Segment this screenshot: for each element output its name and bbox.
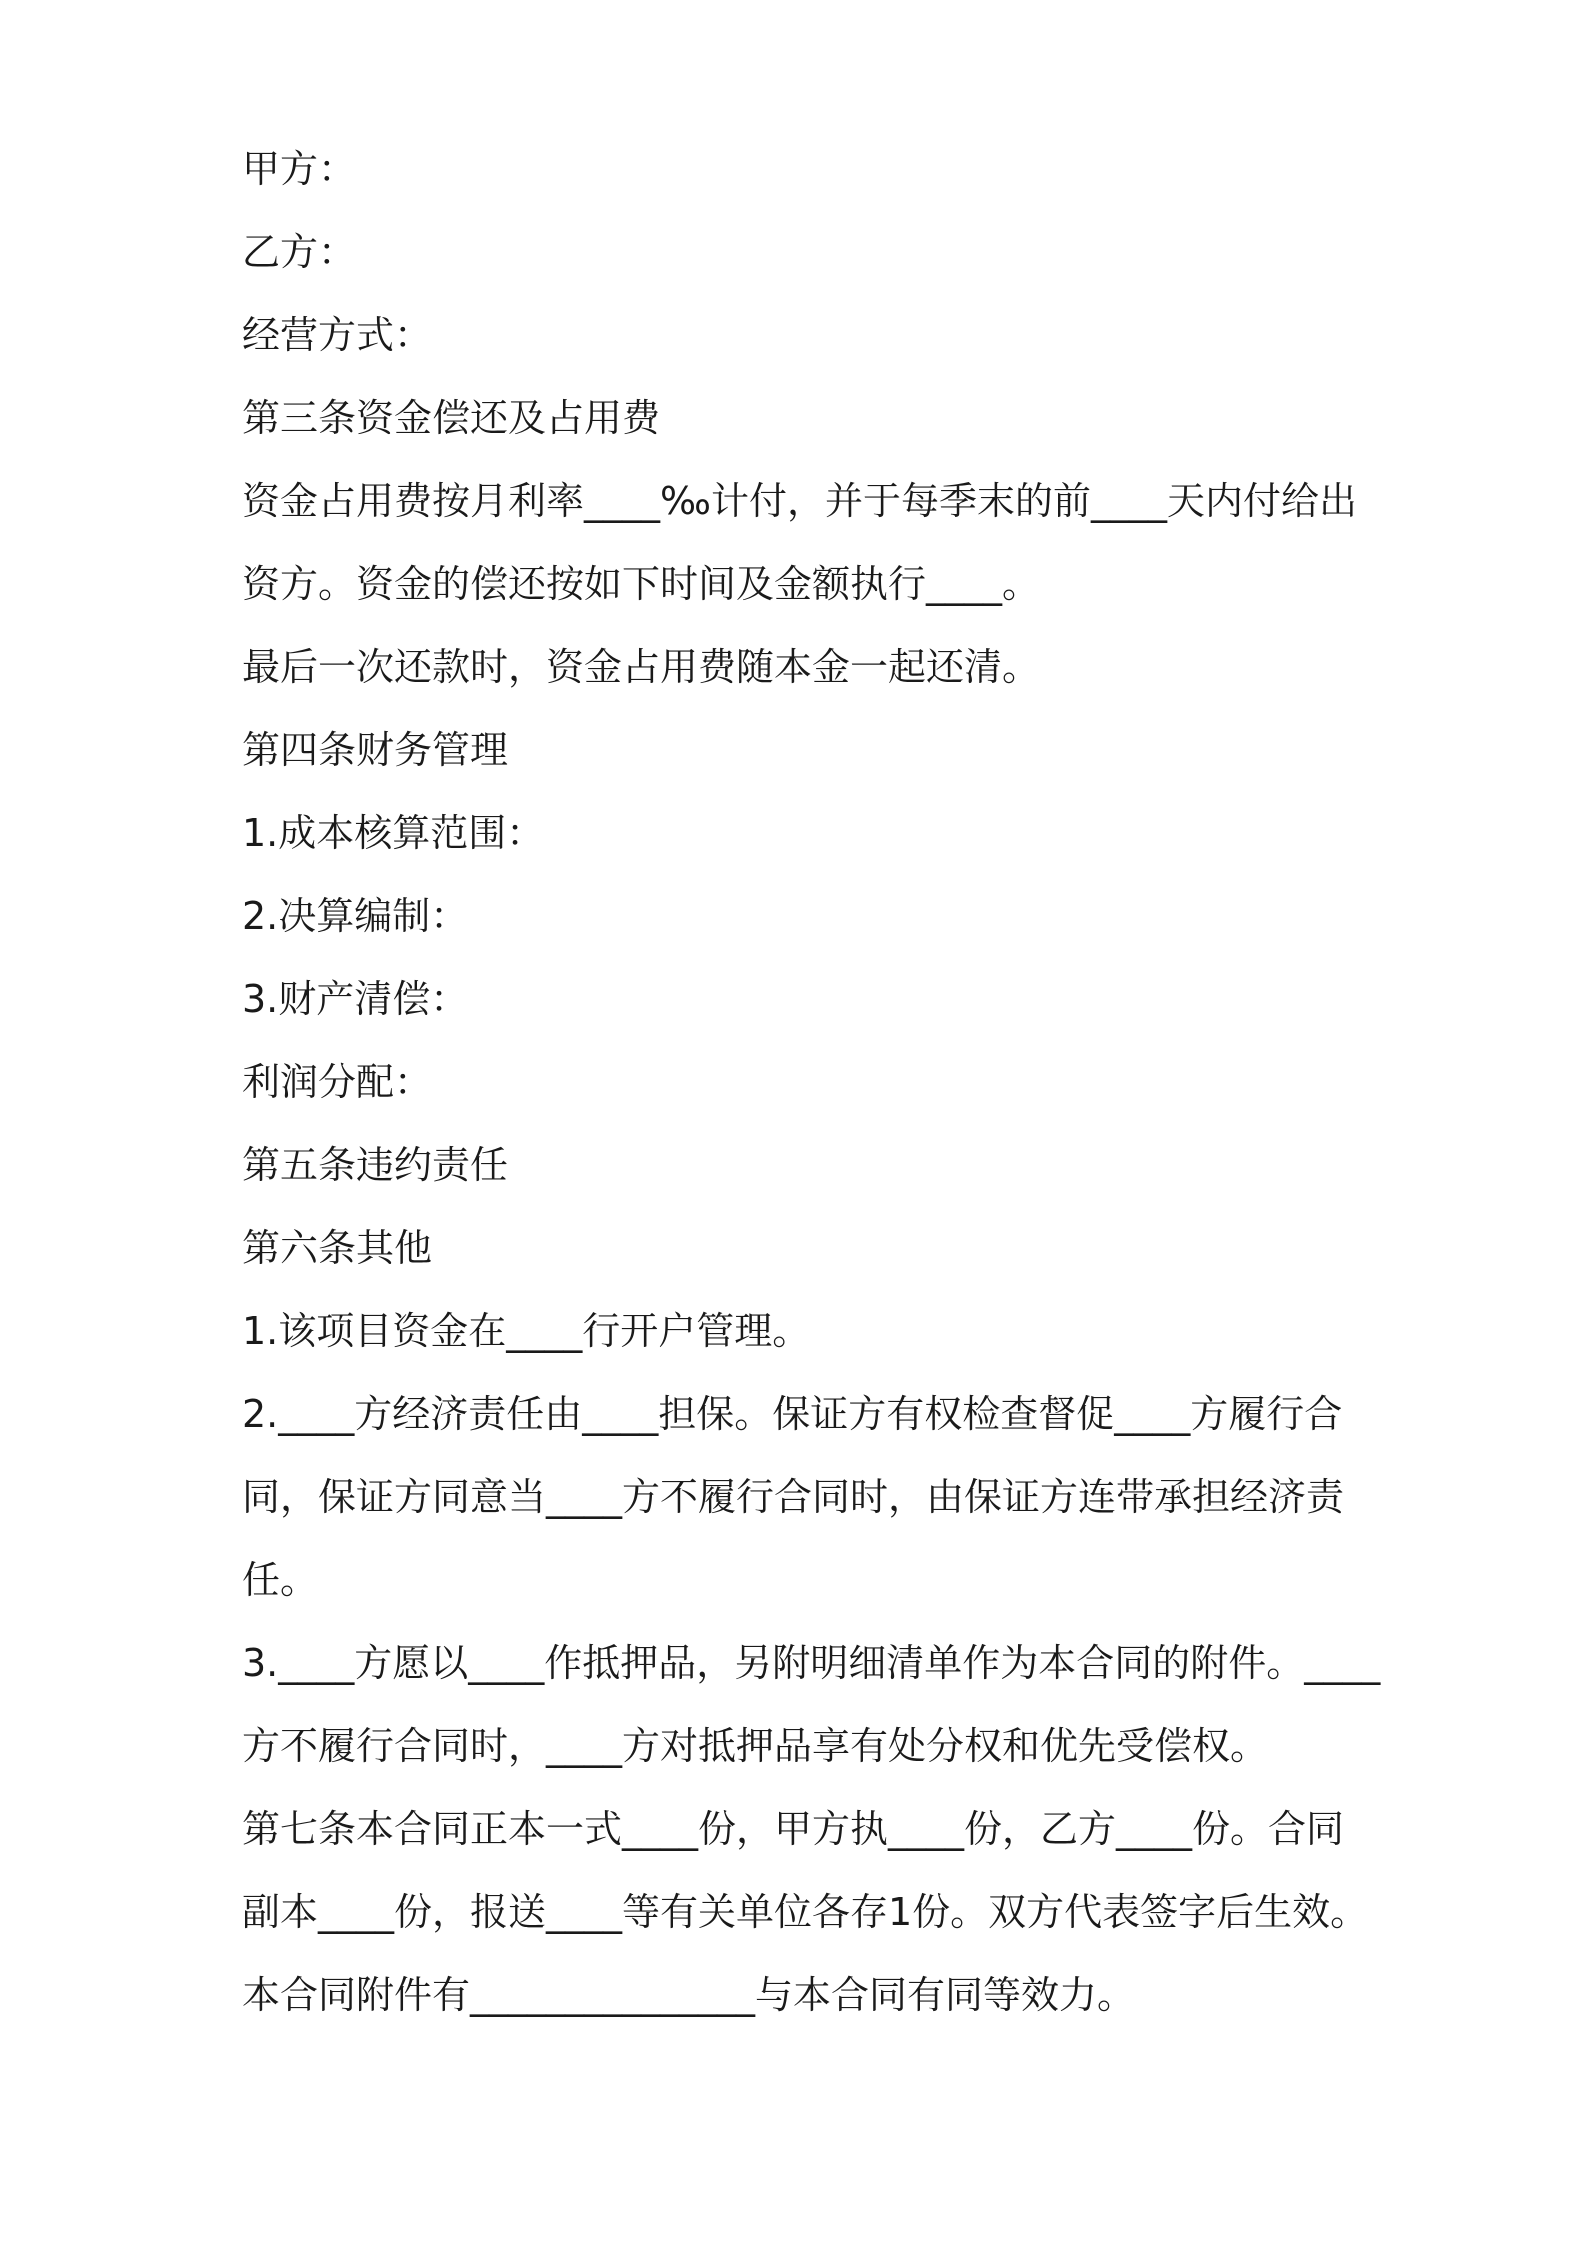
article-6-item-2-line-3: 任。 <box>242 1558 319 1602</box>
article-3-text-line-2: 资方。资金的偿还按如下时间及金额执行____。 <box>242 562 1041 606</box>
article-6-item-3-line-2: 方不履行合同时，____方对抵押品享有处分权和优先受偿权。 <box>242 1724 1269 1768</box>
article-6-item-2-line-1: 2.____方经济责任由____担保。保证方有权检查督促____方履行合 <box>242 1392 1343 1436</box>
article-6-heading: 第六条其他 <box>242 1226 433 1270</box>
article-7-line-1: 第七条本合同正本一式____份，甲方执____份，乙方____份。合同 <box>242 1807 1345 1851</box>
article-3-text-line-1: 资金占用费按月利率____‰计付，并于每季末的前____天内付给出 <box>242 479 1357 523</box>
document-body <box>242 128 1381 2037</box>
article-4-heading: 第四条财务管理 <box>242 728 509 772</box>
party-a-line: 甲方： <box>242 147 357 191</box>
article-3-heading: 第三条资金偿还及占用费 <box>242 396 661 440</box>
party-b-line: 乙方： <box>242 230 357 274</box>
article-5-heading: 第五条违约责任 <box>242 1143 509 1187</box>
attachment-line: 本合同附件有_______________与本合同有同等效力。 <box>242 1973 1136 2017</box>
article-7-line-2: 副本____份，报送____等有关单位各存1份。双方代表签字后生效。 <box>242 1890 1369 1934</box>
profit-distribution-line: 利润分配： <box>242 1060 433 1104</box>
article-4-item-1: 1.成本核算范围： <box>242 811 545 855</box>
article-6-item-2-line-2: 同，保证方同意当____方不履行合同时，由保证方连带承担经济责 <box>242 1475 1345 1519</box>
article-4-item-3: 3.财产清偿： <box>242 977 469 1021</box>
article-6-item-3-line-1: 3.____方愿以____作抵押品，另附明细清单作为本合同的附件。____ <box>242 1641 1381 1685</box>
article-3-text-line-3: 最后一次还款时，资金占用费随本金一起还清。 <box>242 645 1041 689</box>
business-mode-line: 经营方式： <box>242 313 433 357</box>
article-4-item-2: 2.决算编制： <box>242 894 469 938</box>
article-6-item-1: 1.该项目资金在____行开户管理。 <box>242 1309 811 1353</box>
